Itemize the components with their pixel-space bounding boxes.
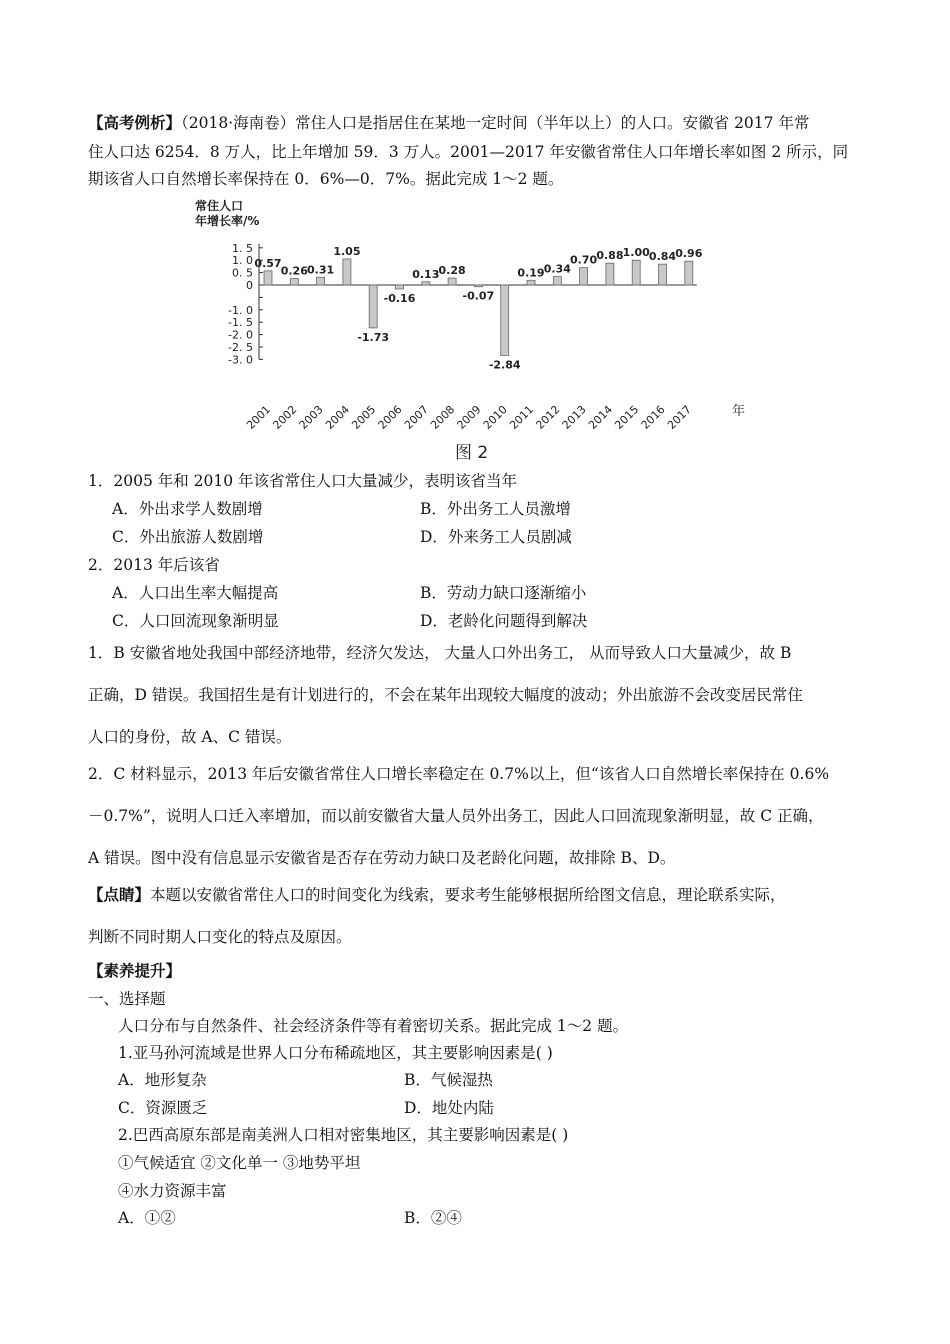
x-tick-label-2011: 2011 <box>507 402 537 432</box>
bar-2008 <box>448 278 456 285</box>
bars <box>254 245 702 371</box>
example-line-2: 住人口达 6254．8 万人，比上年增加 59．3 万人。2001—2017 年安徽省常住人口年增长率如图 2 所示，同 <box>88 143 849 161</box>
figure-caption: 图 2 <box>455 443 489 463</box>
x-tick-label-2013: 2013 <box>559 402 589 432</box>
bar-2017 <box>685 261 693 285</box>
x-tick-label-2012: 2012 <box>533 402 563 432</box>
answer-2-line-2: －0.7%”，说明人口迁入率增加，而以前安徽省大量人员外出务工，因此人口回流现象渐明显，故 C 正确， <box>88 807 824 825</box>
data-label-2016: 0.84 <box>648 250 677 264</box>
question-1-option-b: B．外出务工人员激增 <box>420 500 571 518</box>
practice-q1-option-c: C．资源匮乏 <box>118 1099 208 1117</box>
practice-question-1: 1.亚马孙河流域是世界人口分布稀疏地区，其主要影响因素是( ) <box>118 1044 553 1062</box>
answer-2-line-3: A 错误。图中没有信息显示安徽省是否存在劳动力缺口及老龄化问题，故排除 B、D。 <box>88 849 676 867</box>
y-tick-label: -3. 0 <box>228 353 253 367</box>
x-tick-label-2007: 2007 <box>401 402 431 432</box>
question-1: 1．2005 年和 2010 年该省常住人口大量减少，表明该省当年 <box>88 472 518 490</box>
x-tick-label-2006: 2006 <box>375 402 405 432</box>
data-label-2001: 0.57 <box>254 256 282 270</box>
question-1-option-a: A．外出求学人数剧增 <box>112 500 263 518</box>
x-tick-label-2004: 2004 <box>323 402 353 432</box>
y-tick-label: 1. 0 <box>232 254 253 268</box>
bar-2011 <box>527 280 535 285</box>
question-2-option-c: C．人口回流现象渐明显 <box>112 612 279 630</box>
y-axis-label-line-1: 常住人口 <box>195 199 244 213</box>
question-2-option-b: B．劳动力缺口逐渐缩小 <box>420 584 587 602</box>
data-label-2012: 0.34 <box>543 262 571 276</box>
comment-text-1: 本题以安徽省常住人口的时间变化为线索，要求考生能够根据所给图文信息，理论联系实际， <box>150 886 786 904</box>
bar-2003 <box>317 277 325 285</box>
question-2: 2．2013 年后该省 <box>88 556 220 574</box>
y-tick-label: -2. 0 <box>228 328 253 342</box>
data-label-2003: 0.31 <box>307 263 335 277</box>
comment-line-2: 判断不同时期人口变化的特点及原因。 <box>88 928 352 946</box>
data-label-2009: -0.07 <box>462 289 495 303</box>
x-tick-label-2005: 2005 <box>349 402 379 432</box>
practice-q1-option-b: B．气候湿热 <box>404 1071 493 1089</box>
data-label-2013: 0.70 <box>570 253 598 267</box>
data-label-2008: 0.28 <box>438 264 466 278</box>
x-tick-label-2015: 2015 <box>612 402 642 432</box>
bar-2015 <box>632 260 640 285</box>
x-axis <box>244 403 694 432</box>
x-tick-label-2003: 2003 <box>296 402 326 432</box>
practice-q2-items-1: ①气候适宜 ②文化单一 ③地势平坦 <box>118 1154 361 1172</box>
answer-1-line-3: 人口的身份，故 A、C 错误。 <box>88 728 292 746</box>
x-tick-label-2009: 2009 <box>454 402 484 432</box>
practice-question-2: 2.巴西高原东部是南美洲人口相对密集地区，其主要影响因素是( ) <box>118 1126 569 1144</box>
x-tick-label-2010: 2010 <box>480 402 510 432</box>
answer-2-line-1: 2．C 材料显示，2013 年后安徽省常住人口增长率稳定在 0.7%以上，但“该省人口自然增长率保持在 0.6% <box>88 765 830 783</box>
example-line-3: 期该省人口自然增长率保持在 0．6%—0．7%。据此完成 1～2 题。 <box>88 170 564 188</box>
x-tick-label-2017: 2017 <box>664 402 694 432</box>
data-label-2010: -2.84 <box>488 358 521 372</box>
example-line-1 <box>88 112 809 134</box>
bar-2012 <box>553 277 561 285</box>
bar-2007 <box>422 282 430 285</box>
data-label-2014: 0.88 <box>596 249 624 263</box>
bar-2016 <box>659 264 667 285</box>
x-tick-label-2016: 2016 <box>638 402 668 432</box>
y-axis <box>228 242 697 367</box>
y-tick-label: 0. 5 <box>232 266 253 280</box>
answer-1-line-2: 正确，D 错误。我国招生是有计划进行的，不会在某年出现较大幅度的波动；外出旅游不会改变居民常住 <box>88 686 803 704</box>
question-1-option-d: D．外来务工人员剧减 <box>420 528 572 546</box>
y-tick-label: -1. 5 <box>228 316 253 330</box>
population-growth-chart <box>195 196 755 466</box>
answer-1-line-1: 1．B 安徽省地处我国中部经济地带，经济欠发达， 大量人口外出务工， 从而导致人口大量减少，故 B <box>88 644 792 662</box>
practice-tag: 【素养提升】 <box>88 961 182 980</box>
y-axis-label-line-2: 年增长率/% <box>195 214 260 228</box>
bar-2002 <box>290 279 298 285</box>
data-label-2017: 0.96 <box>675 247 703 261</box>
y-tick-label: 1. 5 <box>232 241 253 255</box>
data-label-2004: 1.05 <box>333 244 361 258</box>
data-label-2015: 1.00 <box>622 246 650 260</box>
data-label-2002: 0.26 <box>280 264 308 278</box>
bar-2013 <box>580 268 588 285</box>
practice-intro: 人口分布与自然条件、社会经济条件等有着密切关系。据此完成 1～2 题。 <box>118 1017 629 1035</box>
practice-q2-option-a: A．①② <box>118 1209 176 1227</box>
bar-2004 <box>343 259 351 285</box>
comment-line-1 <box>88 884 786 906</box>
x-tick-label-2014: 2014 <box>586 402 616 432</box>
data-label-2011: 0.19 <box>517 266 545 280</box>
x-axis-unit: 年 <box>732 404 746 419</box>
bar-2010 <box>501 285 509 355</box>
question-1-option-c: C．外出旅游人数剧增 <box>112 528 264 546</box>
practice-q1-option-a: A．地形复杂 <box>118 1071 207 1089</box>
x-tick-label-2001: 2001 <box>244 402 274 432</box>
bar-2014 <box>606 263 614 285</box>
data-label-2005: -1.73 <box>357 330 390 344</box>
practice-q2-option-b: B．②④ <box>404 1209 462 1227</box>
y-tick-label: -2. 5 <box>228 341 253 354</box>
comment-tag: 【点睛】 <box>88 885 151 904</box>
x-tick-label-2008: 2008 <box>428 402 458 432</box>
data-label-2007: 0.13 <box>412 267 440 281</box>
y-tick-label: 0 <box>246 279 253 292</box>
y-tick-label: -1. 0 <box>228 303 253 317</box>
x-tick-label-2002: 2002 <box>270 402 300 432</box>
example-text-1: （2018·海南卷）常住人口是指居住在某地一定时间（半年以上）的人口。安徽省 2017 年常 <box>181 114 810 132</box>
bar-2001 <box>264 271 272 285</box>
example-tag: 【高考例析】 <box>88 113 182 132</box>
practice-q1-option-d: D．地处内陆 <box>404 1099 494 1117</box>
bar-2006 <box>396 285 404 289</box>
question-2-option-a: A．人口出生率大幅提高 <box>112 584 279 602</box>
bar-2009 <box>474 285 482 287</box>
question-2-option-d: D．老龄化问题得到解决 <box>420 612 588 630</box>
practice-q2-items-2: ④水力资源丰富 <box>118 1182 227 1200</box>
section-title: 一、选择题 <box>88 990 166 1008</box>
bar-2005 <box>369 285 377 328</box>
data-label-2006: -0.16 <box>383 291 416 305</box>
